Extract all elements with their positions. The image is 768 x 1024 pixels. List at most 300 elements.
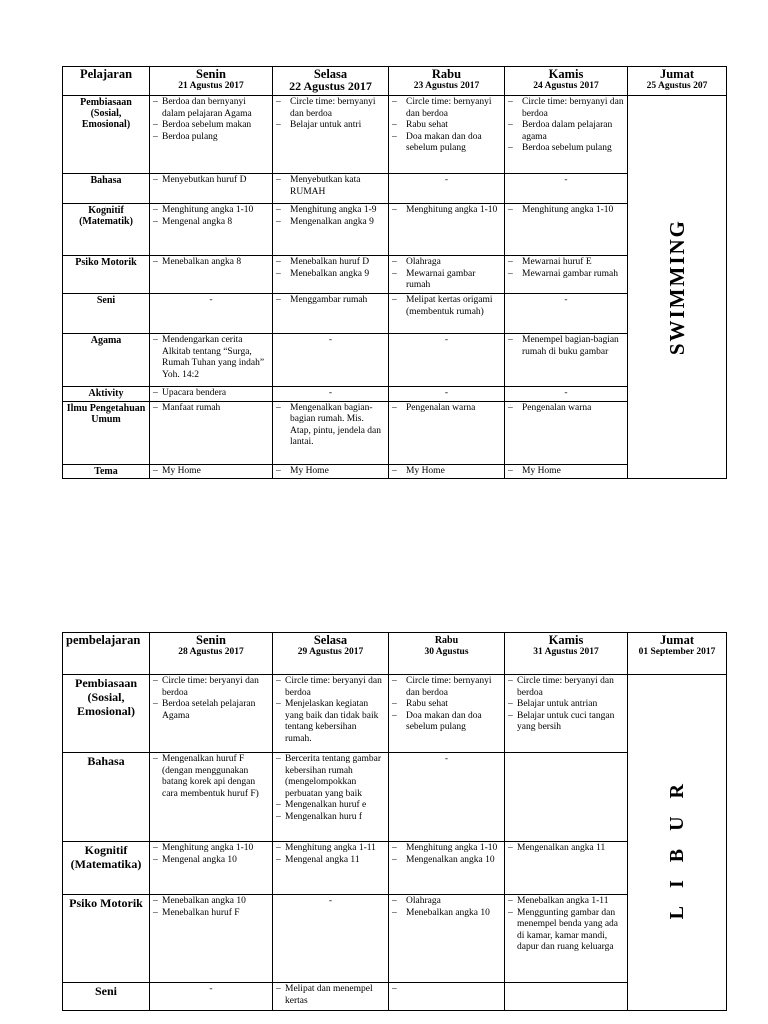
header-day [389,67,505,96]
item-text: Berdoa setelah pelajaran Agama [162,699,256,721]
item-text: Menghitung angka 1-11 [285,843,376,853]
item-text: Upacara bendera [162,388,227,398]
table-row [63,983,727,1011]
table-row [63,753,727,842]
item-text: Circle time: bernyanyi dan berdoa [522,97,624,119]
day-date: 31 Agustus 2017 [533,647,599,657]
subject-cell [63,96,150,174]
header-day [150,67,273,96]
table-row [63,334,727,387]
bullet-dash: – [392,676,397,686]
bullet-dash: – [508,465,513,476]
header-day [505,633,628,675]
subject-label: Bahasa [90,175,122,186]
subject-label: Aktivity [88,388,124,399]
bullet-dash: – [508,97,513,107]
item-text: Menghitung angka 1-10 [406,843,498,853]
item-text: Menghitung angka 1-9 [290,205,377,215]
empty-dash: - [444,335,449,345]
activity-cell-senin [150,174,273,204]
header-corner [63,67,150,96]
header-corner-label: Pelajaran [79,67,133,81]
day-name: Selasa [313,67,348,81]
bullet-dash: – [153,465,158,476]
list-item [276,843,385,855]
item-text: Doa makan dan doa sebelum pulang [406,710,482,733]
item-text: Menebalkan angka 10 [406,907,490,918]
item-text: Olahraga [406,896,441,906]
empty-dash: - [564,388,568,398]
item-text: Olahraga [406,257,441,267]
list-item [392,896,501,908]
item-text: Menebalkan huruf D [290,257,370,267]
activity-cell-selasa [273,256,389,294]
list-item [153,466,269,478]
subject-cell [63,256,150,294]
table-row [63,464,727,479]
item-text: Menempel bagian-bagian rumah di buku gambar [522,335,619,357]
item-text: Berdoa sebelum pulang [522,143,612,154]
activity-cell-selasa [273,842,389,895]
subject-label: Kognitif (Matematik) [79,205,133,227]
activity-cell-kamis [505,174,628,204]
item-text: Belajar untuk antri [290,120,362,131]
item-text: Menyebutkan huruf D [162,175,247,185]
list-item [392,295,501,318]
bullet-dash: – [508,268,513,279]
bullet-dash: – [392,843,397,853]
header-day [628,633,727,675]
item-text: Berdoa dalam pelajaran agama [522,120,613,142]
activity-cell-rabu [389,842,505,895]
subject-label: Pembiasaan (Sosial, Emosional) [74,676,137,718]
item-text: Manfaat rumah [162,402,221,413]
item-text: Pengenalan warna [522,402,592,413]
activity-cell-rabu [389,204,505,256]
list-item [508,403,624,415]
subject-cell [63,675,150,753]
bullet-dash: – [392,131,397,142]
day-date: 24 Agustus 2017 [533,81,599,91]
item-text: Menggunting gambar dan menempel benda yang ada di kamar, kamar mandi, dapur dan ruang keluarga [517,907,619,953]
item-text: Circle time: bernyanyi dan berdoa [290,97,376,119]
item-text: My Home [522,465,561,476]
item-text: Mendengarkan cerita Alkitab tentang “Surga, Rumah Tuhan yang indah” Yoh. 14:2 [162,335,265,380]
subject-cell [63,401,150,464]
bullet-dash: – [392,984,397,994]
bullet-dash: – [153,843,158,853]
activity-cell-kamis [505,842,628,895]
item-text: My Home [406,465,445,476]
schedule-table-week-2 [62,632,727,1011]
header-corner [63,633,150,675]
activity-cell-selasa [273,174,389,204]
activity-cell-rabu [389,256,505,294]
item-text: Mengenal angka 11 [285,854,360,865]
list-item [276,676,385,699]
list-item [276,205,385,217]
friday-note: SWIMMING [664,219,689,356]
list-item [508,205,624,217]
empty-dash: - [444,175,449,185]
item-text: Rabu sehat [406,120,448,131]
bullet-dash: – [153,120,158,131]
subject-cell [63,983,150,1011]
item-text: Menebalkan huruf F [162,907,240,918]
empty-dash: - [564,175,568,185]
item-text: Menghitung angka 1-10 [406,205,498,215]
bullet-dash: – [392,402,397,413]
subject-label: Seni [94,984,117,998]
list-item [392,466,501,478]
bullet-dash: – [508,843,513,853]
subject-label: Psiko Motorik [75,257,137,268]
list-item [392,984,501,996]
activity-cell-selasa [273,204,389,256]
item-text: Circle time: beryanyi dan berdoa [162,676,259,698]
bullet-dash: – [392,907,397,918]
subject-label: Agama [90,335,122,346]
bullet-dash: – [153,257,158,267]
list-item [276,120,385,132]
list-item [153,896,269,908]
activity-cell-kamis [505,387,628,402]
activity-cell-senin [150,753,273,842]
bullet-dash: – [392,97,397,107]
activity-cell-kamis [505,675,628,753]
list-item [392,257,501,269]
day-name: Senin [196,67,226,81]
header-day [150,633,273,675]
table-row [63,204,727,256]
bullet-dash: – [392,465,397,476]
list-item [276,403,385,449]
day-date: 22 Agustus 2017 [289,79,372,93]
activity-cell-kamis [505,464,628,479]
activity-cell-rabu [389,675,505,753]
bullet-dash: – [153,754,158,764]
day-date: 30 Agustus [424,647,469,657]
activity-cell-selasa [273,387,389,402]
header-day [389,633,505,675]
empty-dash: - [328,388,333,398]
subject-cell [63,842,150,895]
subject-label: Seni [96,295,116,306]
item-text: Menebalkan angka 1-11 [517,896,609,906]
list-item [392,908,501,920]
empty-dash: - [209,295,213,305]
item-text: Circle time: beryanyi dan berdoa [517,676,614,698]
item-text: Belajar untuk cuci tangan yang bersih [517,710,615,733]
activity-cell-selasa [273,983,389,1011]
bullet-dash: – [153,97,158,107]
item-text: Berdoa sebelum makan [162,120,252,131]
activity-cell-kamis [505,294,628,334]
list-item [508,699,624,711]
activity-cell-rabu [389,401,505,464]
table-body [63,675,727,1011]
bullet-dash: – [276,699,281,710]
item-text: Menggambar rumah [290,295,368,305]
bullet-dash: – [276,854,281,865]
list-item [392,699,501,711]
item-text: Mengenal angka 8 [162,216,233,227]
subject-label: Ilmu Pengetahuan Umum [66,402,146,425]
table-row [63,895,727,983]
list-item [508,676,624,699]
activity-cell-senin [150,294,273,334]
item-text: Circle time: bernyanyi dan berdoa [406,97,492,119]
day-name: Jumat [659,633,695,647]
day-date: 23 Agustus 2017 [413,81,480,91]
activity-cell-senin [150,895,273,983]
activity-cell-selasa [273,753,389,842]
list-item [392,269,501,292]
item-text: Menebalkan angka 8 [162,257,242,267]
list-item [276,97,385,120]
bullet-dash: – [508,907,513,918]
list-item [153,335,269,381]
item-text: Berdoa pulang [162,131,218,142]
day-date: 25 Agustus 207 [646,81,708,91]
activity-cell-senin [150,387,273,402]
list-item [392,843,501,855]
bullet-dash: – [276,800,281,811]
list-item [153,205,269,217]
list-item [153,699,269,722]
bullet-dash: – [392,120,397,131]
bullet-dash: – [276,97,281,107]
subject-cell [63,204,150,256]
empty-dash: - [328,896,333,906]
subject-label: Kognitif (Matematika) [70,843,142,871]
friday-cell [628,675,727,1011]
list-item [276,257,385,269]
item-text: Menghitung angka 1-10 [162,205,254,215]
subject-label: Pembiasaan (Sosial, Emosional) [80,97,132,130]
bullet-dash: – [153,335,158,345]
item-text: Doa makan dan doa sebelum pulang [406,131,482,154]
list-item [508,257,624,269]
list-item [508,97,624,120]
list-item [276,800,385,812]
item-text: Mengenal angka 10 [162,854,237,865]
activity-cell-selasa [273,334,389,387]
day-name: Senin [196,633,226,647]
list-item [508,896,624,908]
empty-dash: - [444,754,449,764]
list-item [508,711,624,734]
bullet-dash: – [508,335,513,345]
activity-cell-senin [150,675,273,753]
bullet-dash: – [276,843,281,853]
bullet-dash: – [276,216,281,227]
list-item [508,466,624,478]
bullet-dash: – [276,120,281,131]
bullet-dash: – [153,854,158,865]
bullet-dash: – [276,268,281,279]
empty-dash: - [328,335,333,345]
list-item [508,843,624,855]
bullet-dash: – [508,710,513,721]
activity-cell-rabu [389,895,505,983]
activity-cell-kamis [505,895,628,983]
item-text: Mengenalkan huru f [285,811,363,822]
bullet-dash: – [276,754,281,764]
list-item [392,120,501,132]
bullet-dash: – [508,699,513,710]
bullet-dash: – [392,896,397,906]
bullet-dash: – [508,120,513,131]
activity-cell-kamis [505,401,628,464]
list-item [392,97,501,120]
subject-label: Bahasa [87,754,125,768]
table-row [63,174,727,204]
list-item [508,335,624,358]
item-text: My Home [162,465,201,476]
item-text: Rabu sehat [406,699,448,710]
bullet-dash: – [276,465,281,476]
bullet-dash: – [276,984,281,994]
activity-cell-kamis [505,753,628,842]
list-item [392,205,501,217]
activity-cell-kamis [505,96,628,174]
bullet-dash: – [276,295,281,305]
bullet-dash: – [153,676,158,686]
item-text: Bercerita tentang gambar kebersihan rumah (mengelompokkan perbuatan yang baik [285,754,382,799]
activity-cell-kamis [505,256,628,294]
header-day [273,67,389,96]
activity-cell-rabu [389,334,505,387]
item-text: Circle time: bernyanyi dan berdoa [406,676,492,698]
item-text: Menyebutkan kata RUMAH [290,175,361,197]
empty-dash: - [209,984,213,994]
item-text: Menjelaskan kegiatan yang baik dan tidak baik tentang kebersihan rumah. [285,699,379,744]
list-item [153,855,269,867]
bullet-dash: – [153,907,158,918]
activity-cell-senin [150,842,273,895]
bullet-dash: – [153,175,158,185]
item-text: Mengenalkan huruf F (dengan menggunakan batang korek api dengan cara membentuk huruf F) [162,754,259,799]
bullet-dash: – [276,175,281,185]
bullet-dash: – [276,205,281,215]
list-item [153,257,269,269]
table-body [63,96,727,479]
item-text: Mewarnai huruf E [522,257,592,267]
subject-cell [63,387,150,402]
item-text: Melipat kertas origami (membentuk rumah) [406,295,493,317]
item-text: Belajar untuk antrian [517,699,598,710]
table-row [63,401,727,464]
bullet-dash: – [392,699,397,710]
list-item [276,175,385,198]
list-item [276,269,385,281]
item-text: Mewarnai gambar rumah [522,268,619,279]
activity-cell-rabu [389,174,505,204]
list-item [392,855,501,867]
item-text: Menebalkan angka 10 [162,896,246,906]
day-name: Rabu [431,67,462,81]
bullet-dash: – [153,205,158,215]
bullet-dash: – [508,896,513,906]
activity-cell-rabu [389,387,505,402]
item-text: Menghitung angka 1-10 [522,205,614,215]
list-item [153,120,269,132]
list-item [276,699,385,745]
day-name: Rabu [434,635,459,646]
list-item [153,676,269,699]
table-row [63,256,727,294]
friday-note: LIBUR [665,765,688,920]
activity-cell-selasa [273,401,389,464]
list-item [153,843,269,855]
item-text: Mewarnai gambar rumah [406,268,476,291]
table-row [63,675,727,753]
bullet-dash: – [508,257,513,267]
activity-cell-selasa [273,294,389,334]
item-text: Mengenalkan angka 10 [406,854,495,865]
list-item [508,908,624,954]
list-item [508,269,624,281]
table-row [63,96,727,174]
activity-cell-senin [150,983,273,1011]
bullet-dash: – [508,402,513,413]
activity-cell-selasa [273,895,389,983]
activity-cell-senin [150,204,273,256]
table-row [63,387,727,402]
item-text: My Home [290,465,329,476]
activity-cell-rabu [389,96,505,174]
bullet-dash: – [392,268,397,279]
list-item [508,120,624,143]
bullet-dash: – [153,131,158,142]
list-item [153,388,269,400]
list-item [153,754,269,800]
item-text: Menebalkan angka 9 [290,268,370,279]
bullet-dash: – [392,854,397,865]
bullet-dash: – [508,205,513,215]
list-item [392,132,501,155]
activity-cell-kamis [505,983,628,1011]
list-item [276,466,385,478]
schedule-table-week-1 [62,66,727,479]
activity-cell-selasa [273,675,389,753]
header-day [505,67,628,96]
item-text: Pengenalan warna [406,402,476,413]
list-item [153,908,269,920]
activity-cell-senin [150,464,273,479]
item-text: Mengenalkan angka 9 [290,216,374,227]
day-name: Kamis [548,67,584,81]
header-day [628,67,727,96]
subject-label: Tema [94,465,118,477]
bullet-dash: – [508,676,513,686]
activity-cell-rabu [389,753,505,842]
activity-cell-kamis [505,204,628,256]
subject-cell [63,464,150,479]
header-day [273,633,389,675]
item-text: Mengenalkan bagian-bagian rumah. Mis. Atap, pintu, jendela dan lantai. [290,402,382,448]
list-item [276,295,385,307]
list-item [276,984,385,1007]
day-date: 29 Agustus 2017 [297,647,364,657]
item-text: Berdoa dan bernyanyi dalam pelajaran Agama [162,97,252,119]
subject-cell [63,174,150,204]
item-text: Mengenalkan angka 11 [517,843,606,853]
list-item [392,711,501,734]
subject-cell [63,334,150,387]
bullet-dash: – [153,388,158,398]
